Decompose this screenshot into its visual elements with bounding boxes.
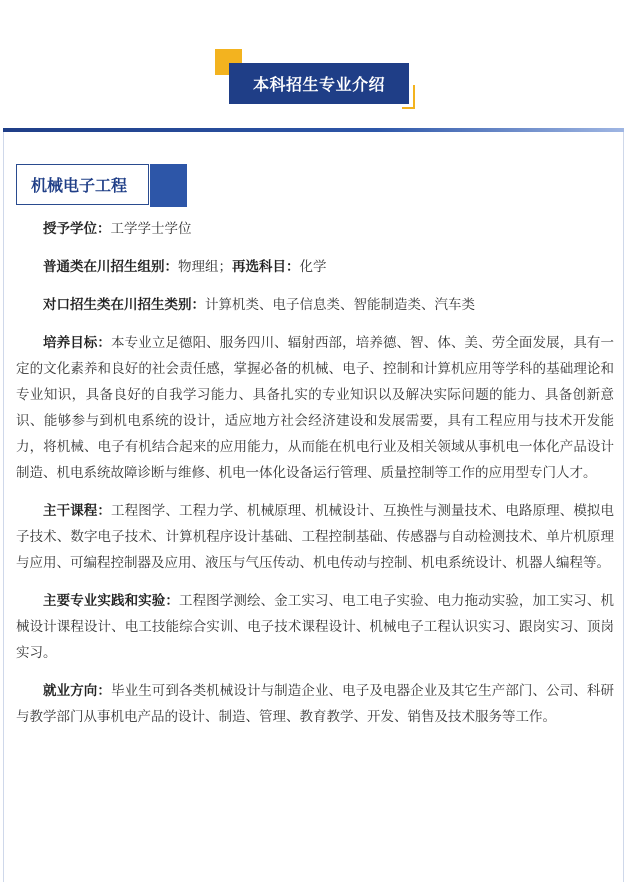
section-heading-accent [150,164,187,207]
employment-value: 毕业生可到各类机械设计与制造企业、电子及电器企业及其它生产部门、公司、科研与教学部门从事机电产品的设计、制造、管理、教育教学、开发、销售及技术服务等工作。 [16,683,615,725]
practice-paragraph [16,588,614,666]
vocational-category-value: 计算机类、电子信息类、智能制造类、汽车类 [205,297,475,313]
practice-label: 主要专业实践和实验： [43,593,179,609]
vocational-category-label: 对口招生类在川招生类别： [43,297,205,313]
degree-value: 工学学士学位 [110,221,192,237]
section-heading [16,164,188,207]
reselect-label: 再选科目： [232,259,300,275]
group-label: 普通类在川招生组别： [43,259,178,275]
major-details [16,216,614,742]
employment-paragraph [16,678,614,730]
degree-paragraph [16,216,614,242]
training-goal-paragraph [16,330,614,486]
vocational-category-paragraph [16,292,614,318]
training-goal-value: 本专业立足德阳、服务四川、辐射西部，培养德、智、体、美、劳全面发展，具有一定的文化素养和良好的社会责任感，掌握必备的机械、电子、控制和计算机应用等学科的基础理论和专业知识，具备良好的自我学习能力、具备扎实的专业知识以及解决实际问题的能力、具备创新意识、能够参与到机电系统的设计，适应地方社会经济建设和发展需要，具有工程应用与技术开发能力，将机械、电子有机结合起来的应用能力，从而能在机电行业及相关领域从事机电一体化产品设计制造、机电系统故障诊断与维修、机电一体化设备运行管理、质量控制等工作的应用型专门人才。 [16,335,615,481]
degree-label: 授予学位： [43,221,111,237]
training-goal-label: 培养目标： [43,335,111,351]
core-courses-label: 主干课程： [43,503,111,519]
core-courses-paragraph [16,498,614,576]
group-paragraph [16,254,614,280]
employment-label: 就业方向： [43,683,111,699]
banner-title: 本科招生专业介绍 [229,63,409,104]
reselect-value: 化学 [299,259,327,275]
practice-value: 工程图学测绘、金工实习、电工电子实验、电力拖动实验，加工实习、机械设计课程设计、电工技能综合实训、电子技术课程设计、机械电子工程认识实习、跟岗实习、顶岗实习。 [16,593,615,661]
core-courses-value: 工程图学、工程力学、机械原理、机械设计、互换性与测量技术、电路原理、模拟电子技术、数字电子技术、计算机程序设计基础、工程控制基础、传感器与自动检测技术、单片机原理与应用、可编程控制器及应用、液压与气压传动、机电传动与控制、机电系统设计、机器人编程等。 [16,503,615,571]
header-banner [0,0,629,130]
group-value: 物理组； [178,259,232,275]
banner-corner-deco [402,85,415,109]
section-title: 机械电子工程 [16,164,149,205]
